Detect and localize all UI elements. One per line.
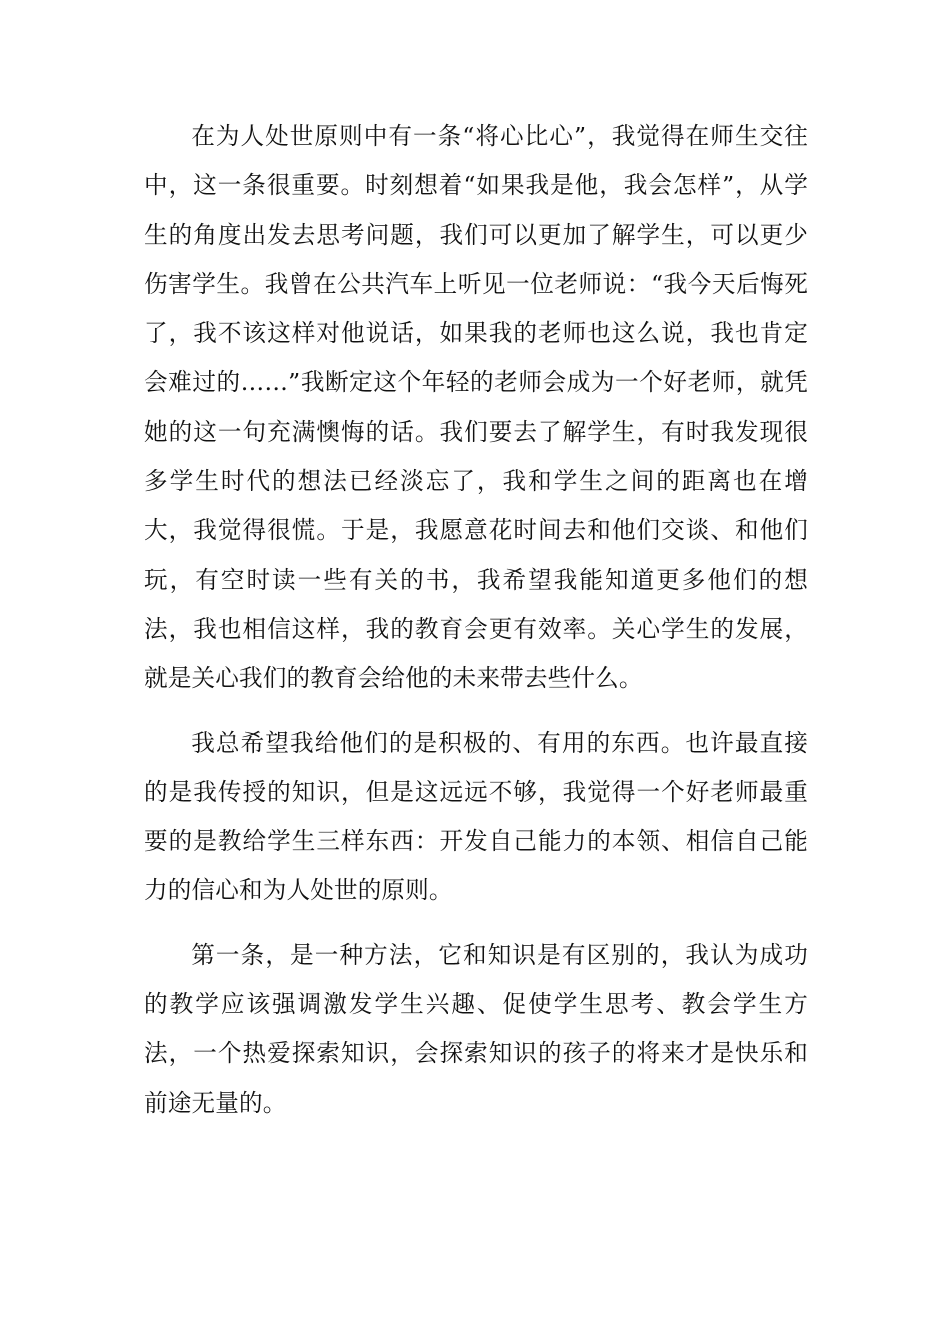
paragraph-1: 在为人处世原则中有一条“将心比心”，我觉得在师生交往中，这一条很重要。时刻想着“如果我是他，我会怎样”，从学生的角度出发去思考问题，我们可以更加了解学生，可以更少伤害学生。我曾在公共汽车上听见一位老师说：“我今天后悔死了，我不该这样对他说话，如果我的老师也这么说，我也肯定会难过的……”我断定这个年轻的老师会成为一个好老师，就凭她的这一句充满懊悔的话。我们要去了解学生，有时我发现很多学生时代的想法已经淡忘了，我和学生之间的距离也在增大，我觉得很慌。于是，我愿意花时间去和他们交谈、和他们玩，有空时读一些有关的书，我希望我能知道更多他们的想法，我也相信这样，我的教育会更有效率。关心学生的发展，就是关心我们的教育会给他的未来带去些什么。	[144, 122, 808, 693]
document-body	[144, 112, 808, 1128]
paragraph-2: 我总希望我给他们的是积极的、有用的东西。也许最直接的是我传授的知识，但是这远远不够，我觉得一个好老师最重要的是教给学生三样东西：开发自己能力的本领、相信自己能力的信心和为人处世的原则。	[144, 728, 808, 905]
paragraph-3: 第一条，是一种方法，它和知识是有区别的，我认为成功的教学应该强调激发学生兴趣、促使学生思考、教会学生方法，一个热爱探索知识，会探索知识的孩子的将来才是快乐和前途无量的。	[144, 940, 808, 1117]
